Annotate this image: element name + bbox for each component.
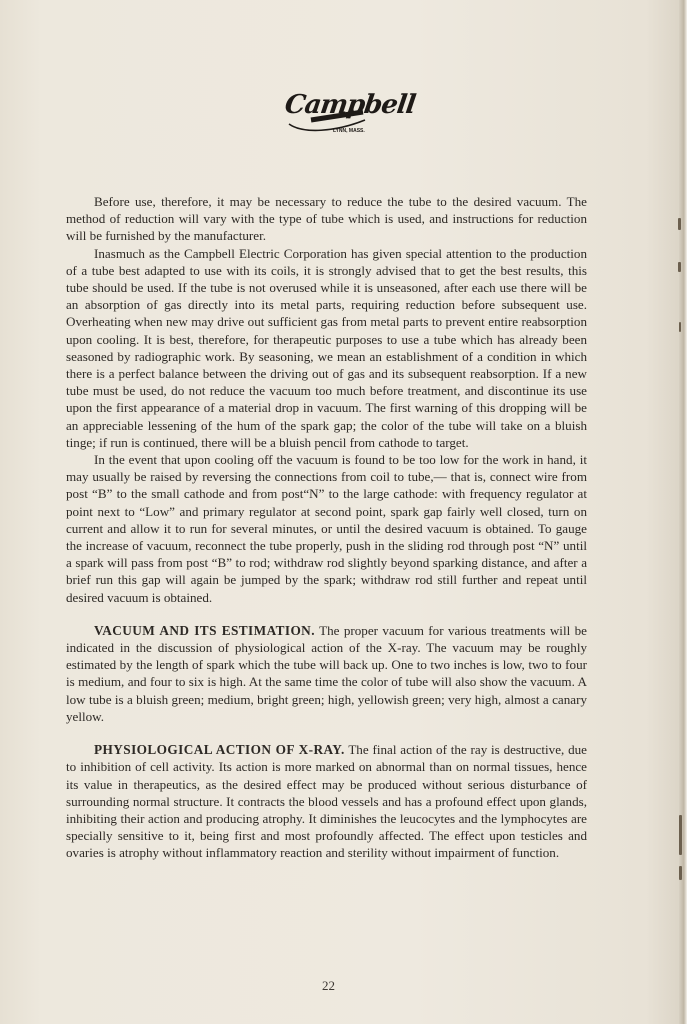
section-heading: PHYSIOLOGICAL ACTION OF X-RAY. xyxy=(94,742,345,758)
page-number: 22 xyxy=(322,978,335,993)
campbell-logo xyxy=(282,90,417,138)
paragraph-text: The proper vacuum for various treatments will be indicated in the discussion of physiological action of the X-ray. The vacuum may be roughly estimated by the length of spark which the tube will back up. One to two inches is low, two to four is medium, and four to six is high. At the same time the color of tube will also show the vacuum. A low tube is a bluish green; medium, bright green; high, yellowish green; very high, almost a canary yellow. xyxy=(66,622,587,724)
margin-mark xyxy=(678,262,681,272)
paragraph-text: In the event that upon cooling off the vacuum is found to be too low for the work in hand, it may usually be raised by reversing the connections from coil to tube,— that is, connect wire from post “B” to the small cathode and from post“N” to the large cathode: with frequency regulator at point next to “Low” and primary regulator at second point, spark gap fairly well closed, turn on current and allow it to run for several minutes, or until the desired vacuum is obtained. To gauge the increase of vacuum, reconnect the tube properly, push in the sliding rod through post “N” until a spark will pass from post “B” to rod; withdraw rod slightly beyond sparking distance, and after a brief run this gap will again be jumped by the spark; withdraw rod still further and repeat until desired vacuum is obtained. xyxy=(66,452,587,605)
paragraph xyxy=(66,245,587,451)
body-text xyxy=(66,193,587,862)
paragraph-text: Inasmuch as the Campbell Electric Corporation has given special attention to the production of a tube best adapted to use with its coils, it is strongly advised that to get the best results, this tube should be used. If the tube is not overused while it is unseasoned, after each use there will be an absorption of gas directly into its metal parts, requiring reduction before subsequent use. Overheating when new may drive out sufficient gas from metal parts to prevent entire reabsorption upon cooling. It is best, therefore, for therapeutic purposes to use a tube which has already been seasoned by radiographic work. By seasoning, we mean an establishment of a condition in which there is a perfect balance between the driving out of gas and its subsequent reabsorption. If a new tube must be used, do not reduce the vacuum too much before treatment, and discontinue its use upon the first appearance of a material drop in vacuum. The first warning of this dropping will be an appreciable lessening of the hum of the spark gap; the color of the tube will take on a bluish tinge; if run is continued, there will be a bluish pencil from cathode to target. xyxy=(66,245,587,450)
logo-location: LYNN, MASS. xyxy=(333,128,365,134)
section-heading: VACUUM AND ITS ESTIMATION. xyxy=(94,622,315,638)
paragraph xyxy=(66,451,587,606)
section-paragraph xyxy=(66,741,587,861)
logo-script-text: Campbell xyxy=(282,90,417,120)
margin-mark xyxy=(679,815,682,855)
paragraph xyxy=(66,193,587,245)
section-paragraph xyxy=(66,622,587,725)
logo-subtitle: ELECTRIC CO. xyxy=(312,117,353,129)
margin-mark xyxy=(678,218,681,230)
paragraph-text: Before use, therefore, it may be necessary to reduce the tube to the desired vacuum. The method of reduction will vary with the type of tube which is used, and instructions for reduction will be furnished by the manufacturer. xyxy=(66,194,587,244)
margin-mark xyxy=(679,322,681,332)
paragraph-text: The final action of the ray is destructive, due to inhibition of cell activity. Its action is more marked on abnormal than on normal tissues, hence its value in therapeutics, as the desired effect may be produced without serious disturbance of surrounding normal structure. It contracts the blood vessels and has a profound effect upon glands, inhibiting their action and producing atrophy. It diminishes the leucocytes and the lymphocytes are specially sensitive to it, being first and most profoundly affected. The effect upon testicles and ovaries is atrophy without inflammatory reaction and sterility without impairment of function. xyxy=(66,742,587,861)
margin-mark xyxy=(679,866,682,880)
